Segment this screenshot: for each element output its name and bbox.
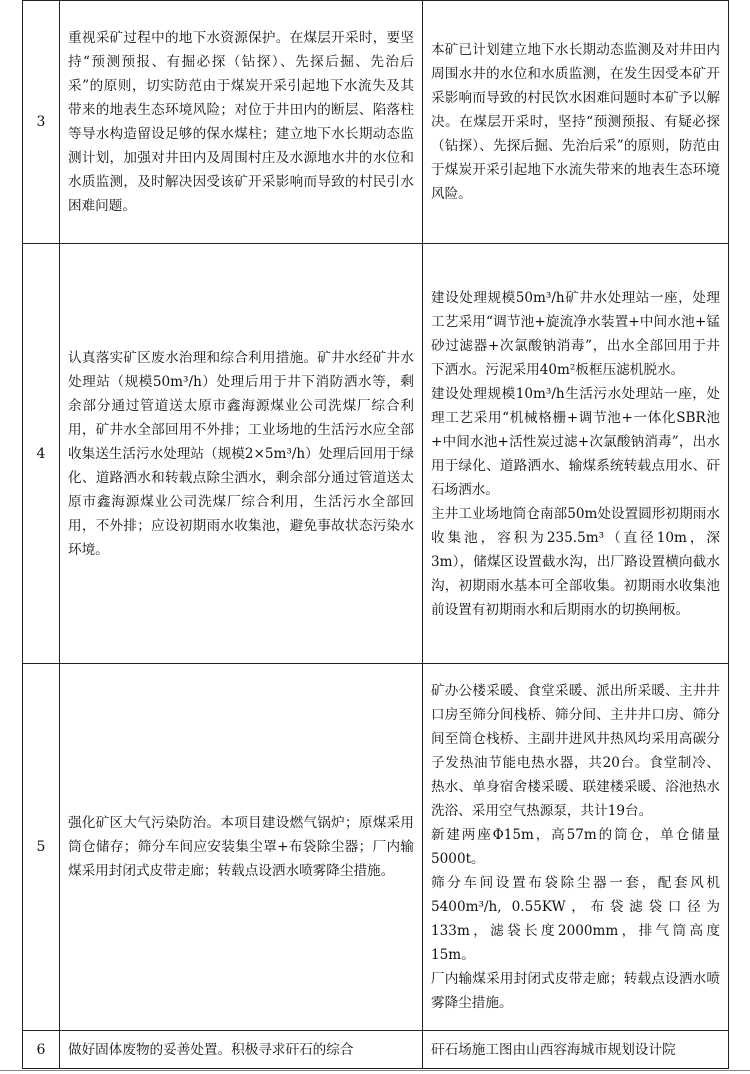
table-row [23,664,729,1031]
document-page [22,0,728,1069]
implementation-cell [423,664,729,1031]
page-bottom-rule [0,1070,750,1071]
implementation-text: 筛分车间设置布袋除尘器一套，配套风机5400m³/h, 0.55KW，布袋滤袋口径为133m，滤袋长度2000mm，排气筒高度15m。 [431,875,720,963]
implementation-text: 矸石场施工图由山西容海城市规划设计院 [431,1041,676,1058]
implementation-text: 本矿已计划建立地下水长期动态监测及对井田内周围水井的水位和水质监测，在发生因受本矿开采影响而导致的村民饮水困难问题时本矿予以解决。在煤层开采时，坚持“预测预报、有疑必探（钻探）、先探后掘、先治后采”的原则，防范由于煤炭开采引起地下水流失带来的地表生态环境风险。 [431,42,720,202]
implementation-cell [423,244,729,664]
requirement-cell [60,244,423,664]
row-number: 6 [23,1031,60,1069]
requirement-cell [60,1031,423,1069]
requirement-cell [60,1,423,244]
implementation-cell [423,1031,729,1069]
requirement-text: 强化矿区大气污染防治。本项目建设燃气锅炉；原煤采用筒仓储存；筛分车间应安装集尘罩+布袋除尘器；厂内输煤采用封闭式皮带走廊；转载点设洒水喷雾降尘措施。 [68,815,414,879]
table-row [23,1,729,244]
implementation-text: 矿办公楼采暖、食堂采暖、派出所采暖、主井井口房至筛分间栈桥、筛分间、主井井口房、筛分间至筒仓栈桥、主副井进风井热风均采用高碳分子发热油节能电热水器，共20台。食堂制冷、热水、单身宿舍楼采暖、联建楼采暖、浴池热水洗浴、采用空气热源泵，共计19台。 [431,683,720,819]
row-number: 4 [23,244,60,664]
implementation-text: 新建两座Φ15m，高57m的筒仓，单仓储量5000t。 [431,827,720,867]
compliance-table [22,0,729,1069]
implementation-text: 主井工业场地筒仓南部50m处设置圆形初期雨水收集池，容积为235.5m³（直径10m，深3m），储煤区设置截水沟，出厂路设置横向截水沟，初期雨水基本可全部收集。初期雨水收集池前设置有初期雨水和后期雨水的切换闸板。 [431,505,720,618]
table-row [23,1031,729,1069]
requirement-text: 认真落实矿区废水治理和综合利用措施。矿井水经矿井水处理站（规模50m³/h）处理后用于井下消防洒水等，剩余部分通过管道送太原市鑫海源煤业公司洗煤厂综合利用，矿井水全部回用不外排；工业场地的生活污水应全部收集送生活污水处理站（规模2×5m³/h）处理后回用于绿化、道路洒水和转载点除尘洒水，剩余部分通过管道送太原市鑫海源煤业公司洗煤厂综合利用，生活污水全部回用，不外排；应设初期雨水收集池，避免事故状态污染水环境。 [68,349,414,558]
requirement-cell [60,664,423,1031]
row-number: 3 [23,1,60,244]
implementation-text: 厂内输煤采用封闭式皮带走廊；转载点设洒水喷雾降尘措施。 [431,971,720,1011]
implementation-text: 建设处理规模10m³/h生活污水处理站一座，处理工艺采用“机械格栅+调节池+一体化SBR池+中间水池+活性炭过滤+次氯酸钠消毒”，出水用于绿化、道路洒水、输煤系统转载点用水、矸石场洒水。 [431,385,720,498]
requirement-text: 做好固体废物的妥善处置。积极寻求矸石的综合 [68,1041,354,1058]
implementation-text: 建设处理规模50m³/h矿井水处理站一座，处理工艺采用“调节池+旋流净水装置+中间水池+锰砂过滤器+次氯酸钠消毒”，出水全部回用于井下洒水。污泥采用40m²板框压滤机脱水。 [431,289,720,378]
row-number: 5 [23,664,60,1031]
implementation-cell [423,1,729,244]
table-row [23,244,729,664]
requirement-text: 重视采矿过程中的地下水资源保护。在煤层开采时，要坚持“预测预报、有掘必探（钻探）、先探后掘、先治后采”的原则，切实防范由于煤炭开采引起地下水流失及其带来的地表生态环境风险；对位于井田内的断层、陷落柱等导水构造留设足够的保水煤柱；建立地下水长期动态监测计划，加强对井田内及周围村庄及水源地水井的水位和水质监测，及时解决因受该矿开采影响而导致的村民引水困难问题。 [68,30,414,214]
